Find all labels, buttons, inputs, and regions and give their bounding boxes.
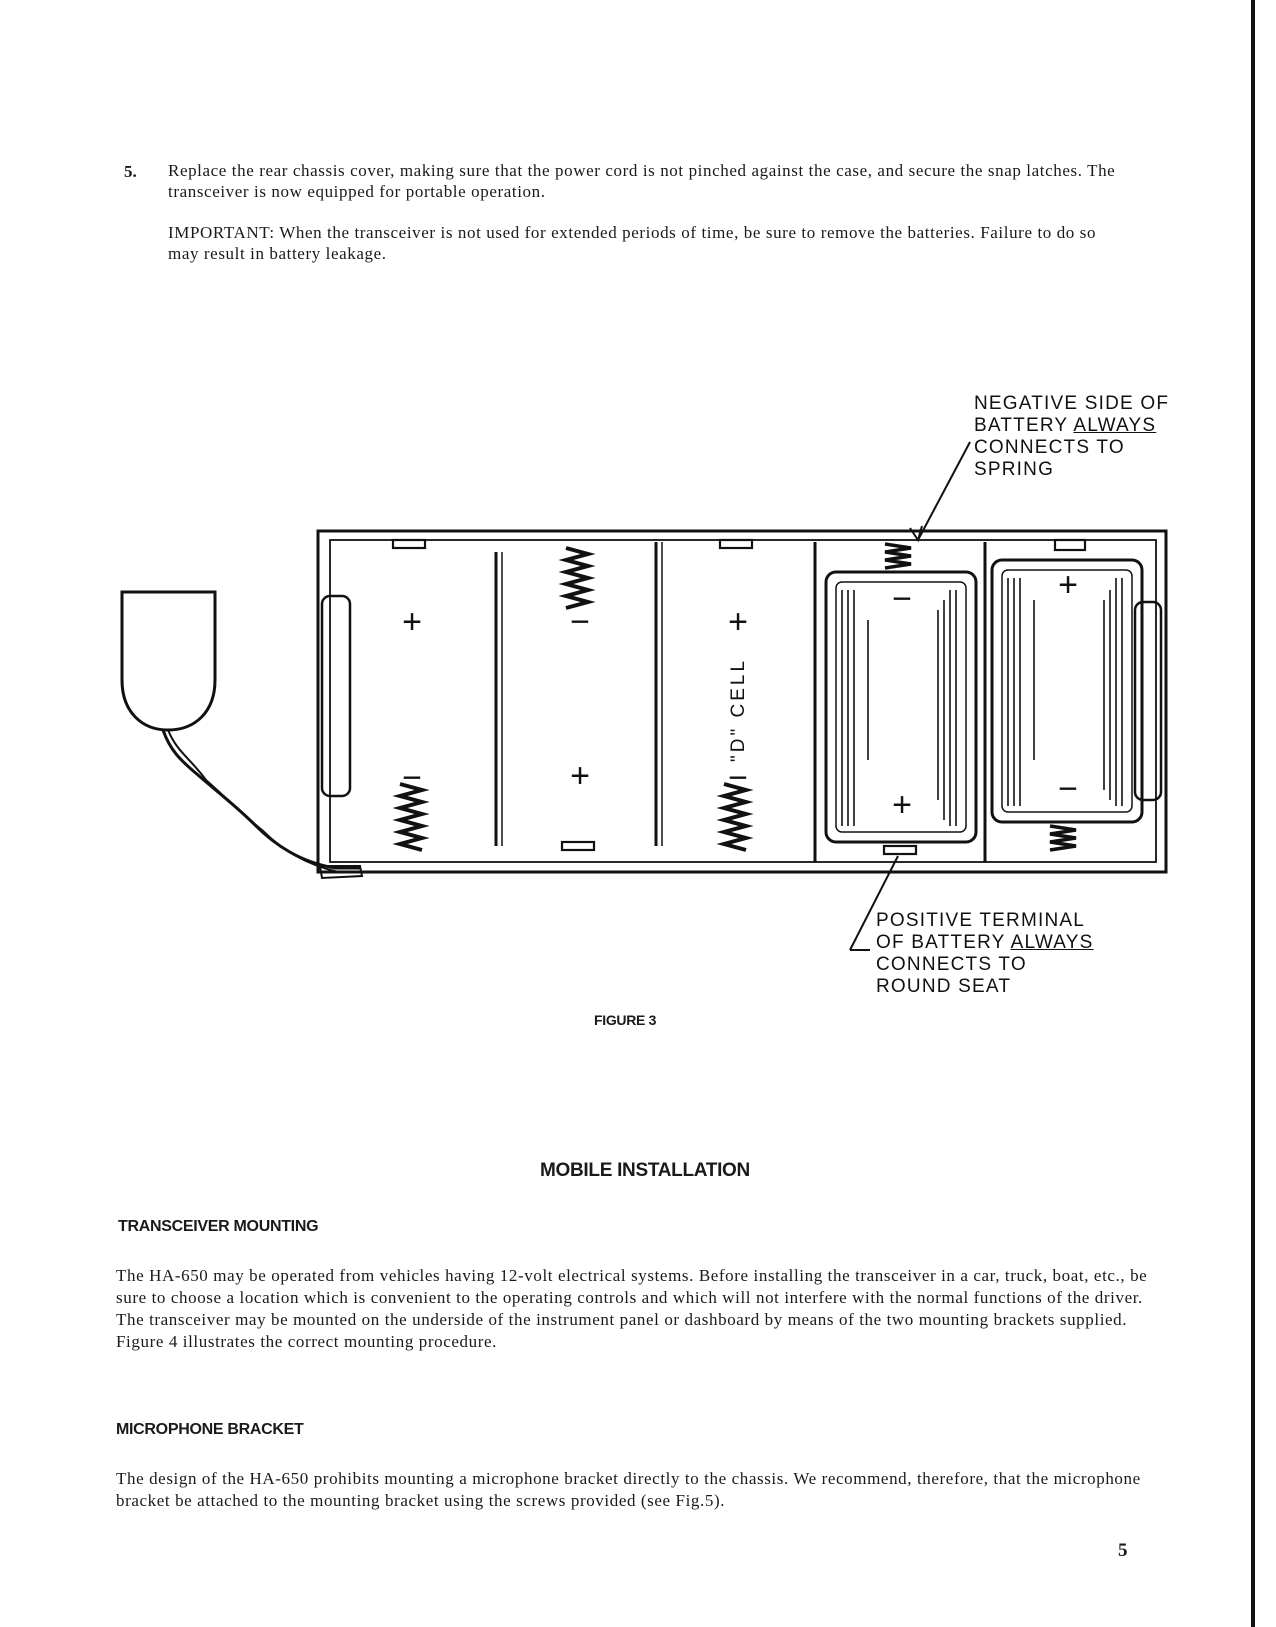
transceiver-mounting-heading: TRANSCEIVER MOUNTING bbox=[118, 1218, 319, 1235]
step-5-text: Replace the rear chassis cover, making sure that the power cord is not pinched against the case, and secure the snap latches. The transceiver is now equipped for portable operation. bbox=[168, 161, 1116, 201]
positive-terminal-label: POSITIVE TERMINAL OF BATTERY ALWAYS CONNECTS TO ROUND SEAT bbox=[876, 910, 1094, 997]
minus-mark: − bbox=[1058, 770, 1078, 808]
minus-mark: − bbox=[570, 603, 590, 641]
important-label: IMPORTANT: bbox=[168, 223, 275, 242]
step-number: 5. bbox=[124, 162, 137, 181]
right-latch bbox=[1135, 602, 1161, 800]
spring bbox=[1050, 826, 1076, 850]
positive-leader-line bbox=[850, 856, 898, 950]
spring bbox=[566, 548, 588, 608]
negative-side-label: NEGATIVE SIDE OF BATTERY ALWAYS CONNECTS TO SPRING bbox=[974, 393, 1170, 480]
important-text: When the transceiver is not used for extended periods of time, be sure to remove the batteries. Failure to do so may result in battery leakage. bbox=[168, 223, 1097, 263]
microphone-plug bbox=[122, 592, 215, 730]
section-title: MOBILE INSTALLATION bbox=[540, 1160, 750, 1181]
plus-mark: + bbox=[402, 603, 422, 641]
figure-caption: FIGURE 3 bbox=[594, 1012, 657, 1028]
microphone-bracket-heading: MICROPHONE BRACKET bbox=[116, 1421, 304, 1438]
left-latch bbox=[322, 596, 350, 796]
plus-mark: + bbox=[570, 757, 590, 795]
plus-mark: + bbox=[892, 786, 912, 824]
negative-leader-line bbox=[918, 442, 970, 540]
d-cell-label: "D" CELL bbox=[728, 657, 749, 762]
transceiver-mounting-text: The HA-650 may be operated from vehicles having 12-volt electrical systems. Before installing the transceiver in a car, truck, boat, etc., be sure to choose a location which is convenient to the operating controls and which will not interfere with the normal functions of the driver. The transceiver may be mounted on the underside of the instrument panel or dashboard by means of the two mounting brackets supplied. Figure 4 illustrates the correct mounting procedure. bbox=[116, 1266, 1148, 1351]
page-number: 5 bbox=[1118, 1540, 1129, 1561]
minus-mark: − bbox=[402, 759, 422, 797]
minus-mark: − bbox=[728, 759, 748, 797]
plus-mark: + bbox=[728, 603, 748, 641]
microphone-bracket-text: The design of the HA-650 prohibits mounting a microphone bracket directly to the chassis. We recommend, therefore, that the microphone bracket be attached to the mounting bracket using the screws provided (see Fig.5). bbox=[116, 1469, 1141, 1510]
spring bbox=[885, 544, 911, 568]
minus-mark: − bbox=[892, 580, 912, 618]
plus-mark: + bbox=[1058, 566, 1078, 604]
